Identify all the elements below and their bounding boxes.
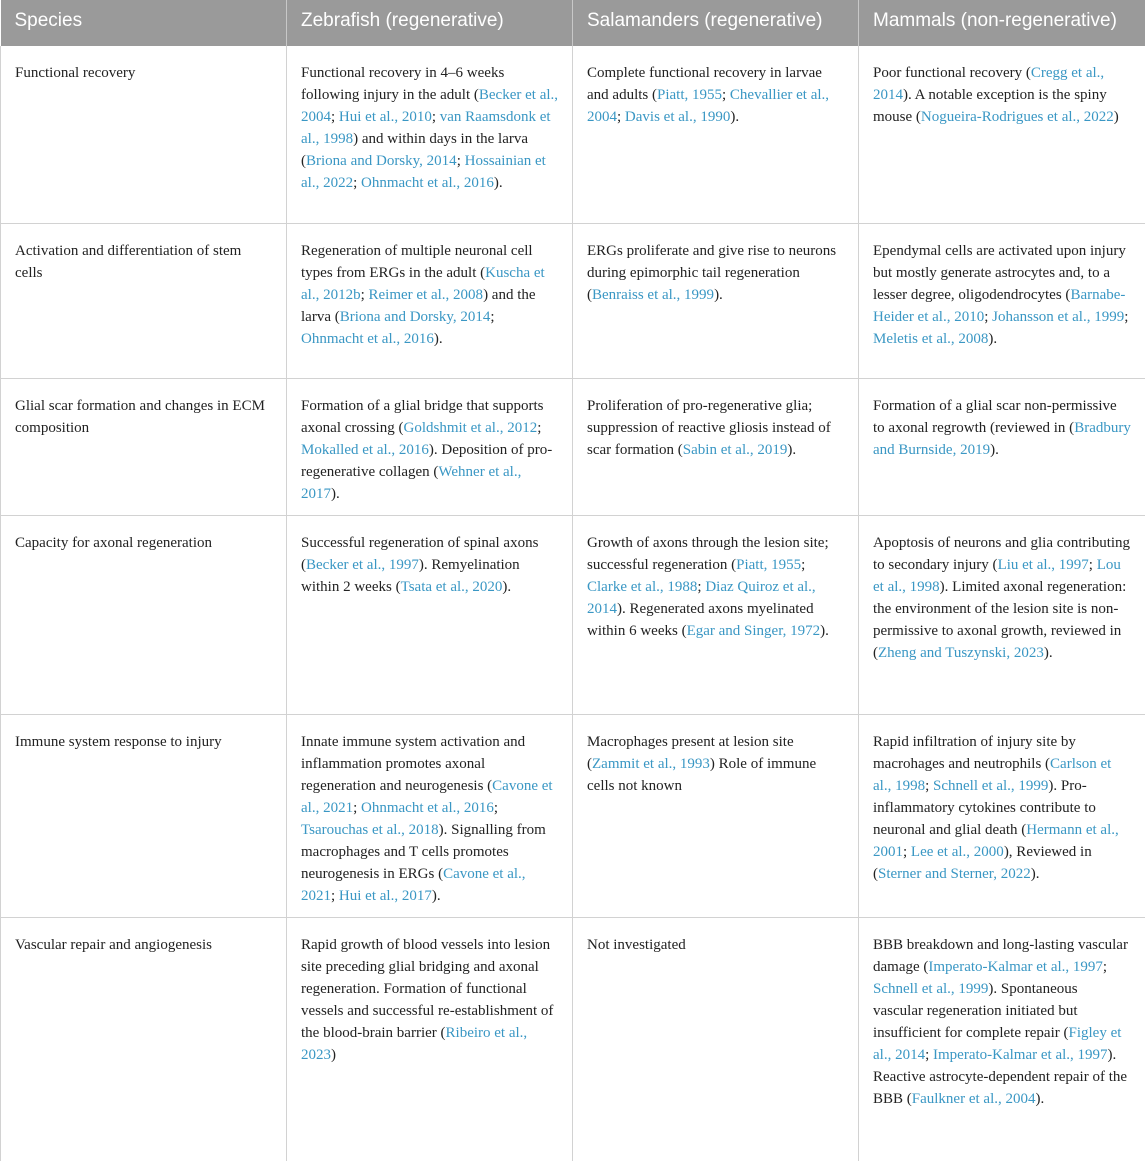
cell-text: Regeneration of multiple neuronal cell types from ERGs in the adult ( (301, 242, 533, 281)
cell-text: ). (1030, 865, 1040, 882)
citation-link[interactable]: Hossainian et al., 2022 (301, 153, 546, 191)
cell-text: ; (925, 1046, 933, 1063)
cell-text: ; (1124, 308, 1129, 325)
citation-link[interactable]: Zammit et al., 1993 (592, 755, 710, 772)
row-label: Immune system response to injury (1, 714, 287, 917)
zebrafish-cell (287, 515, 573, 714)
mammals-cell (859, 515, 1145, 714)
cell-text: ; (360, 286, 369, 303)
row-label: Glial scar formation and changes in ECM composition (1, 378, 287, 515)
citation-link[interactable]: Hermann et al., 2001 (873, 821, 1119, 860)
citation-link[interactable]: Bradbury and Burnside, 2019 (873, 419, 1131, 458)
cell-text: ; (697, 578, 706, 595)
cell-text: ; (617, 109, 625, 125)
cell-text: Rapid infiltration of injury site by macrohages and neutrophils ( (873, 733, 1076, 772)
citation-link[interactable]: Chevallier et al., 2004 (587, 87, 830, 125)
cell-text: ). (1035, 1090, 1045, 1107)
citation-link[interactable]: Kuscha et al., 2012b (301, 264, 545, 303)
table-body (1, 46, 1145, 1161)
mammals-cell (859, 714, 1145, 917)
cell-text: ) and within days in the larva ( (301, 131, 529, 169)
header-mammals: Mammals (non-regenerative) (859, 0, 1145, 46)
cell-text: ). (820, 622, 829, 639)
header-zebrafish: Zebrafish (regenerative) (287, 0, 573, 46)
cell-text: ). Limited axonal regeneration: the environment of the lesion site is non-permissive to axonal growth, reviewed in ( (873, 578, 1127, 661)
cell-text: ), Reviewed in ( (873, 843, 1092, 882)
cell-text: ; (1102, 958, 1108, 975)
cell-text: Complete functional recovery in larvae and adults ( (587, 65, 822, 103)
citation-link[interactable]: Becker et al., 1997 (306, 556, 419, 573)
cell-text: ). (787, 441, 797, 458)
cell-text: Rapid growth of blood vessels into lesion site preceding glial bridging and axonal regeneration. Formation of functional vessels and successful re-establishment of the blood-brain barrier ( (301, 936, 554, 1041)
cell-text: ; (537, 419, 542, 436)
mammals-cell (859, 46, 1145, 223)
citation-link[interactable]: van Raamsdonk et al., 1998 (301, 109, 551, 147)
citation-link[interactable]: Figley et al., 2014 (873, 1024, 1122, 1063)
citation-link[interactable]: Piatt, 1955 (736, 556, 802, 573)
citation-link[interactable]: Sterner and Sterner, 2022 (878, 865, 1031, 882)
cell-text: ). Spontaneous vascular regeneration initiated but insufficient for complete repair ( (873, 980, 1078, 1041)
zebrafish-cell (287, 917, 573, 1161)
cell-text: ; (353, 175, 361, 191)
citation-link[interactable]: Imperato-Kalmar et al., 1997 (933, 1046, 1108, 1063)
cell-text: ). (433, 330, 443, 347)
citation-link[interactable]: Sabin et al., 2019 (682, 441, 788, 458)
cell-text: ). Remyelination within 2 weeks ( (301, 556, 520, 595)
table-row (1, 917, 1145, 1161)
citation-link[interactable]: Hui et al., 2017 (338, 887, 432, 904)
citation-link[interactable]: Carlson et al., 1998 (873, 755, 1112, 794)
zebrafish-cell (287, 223, 573, 378)
cell-text: ). Reactive astrocyte-dependent repair of the BBB ( (873, 1046, 1128, 1107)
cell-text: ERGs proliferate and give rise to neurons during epimorphic tail regeneration ( (587, 242, 837, 303)
cell-text: ; (353, 799, 361, 816)
citation-link[interactable]: Lou et al., 1998 (873, 556, 1121, 595)
salamanders-cell (573, 917, 859, 1161)
cell-text: ). Deposition of pro-regenerative collagen ( (301, 441, 553, 480)
citation-link[interactable]: Briona and Dorsky, 2014 (339, 308, 491, 325)
mammals-cell (859, 223, 1145, 378)
citation-link[interactable]: Lee et al., 2000 (910, 843, 1004, 860)
citation-link[interactable]: Cavone et al., 2021 (301, 865, 526, 904)
cell-text: ). Regenerated axons myelinated within 6 weeks ( (587, 600, 814, 639)
cell-text: BBB breakdown and long-lasting vascular damage ( (873, 936, 1128, 975)
citation-link[interactable]: Tsata et al., 2020 (400, 578, 503, 595)
citation-link[interactable]: Schnell et al., 1999 (933, 777, 1049, 794)
citation-link[interactable]: Faulkner et al., 2004 (911, 1090, 1036, 1107)
citation-link[interactable]: Nogueira-Rodrigues et al., 2022 (920, 109, 1114, 125)
citation-link[interactable]: Clarke et al., 1988 (587, 578, 698, 595)
citation-link[interactable]: Piatt, 1955 (656, 87, 722, 103)
cell-text: ). (1043, 644, 1053, 661)
cell-text: ) (331, 1046, 336, 1063)
cell-text: ; (801, 556, 806, 573)
cell-text: ) (1113, 109, 1119, 125)
cell-text: ; (903, 843, 911, 860)
citation-link[interactable]: Diaz Quiroz et al., 2014 (587, 578, 816, 617)
header-species: Species (1, 0, 287, 46)
cell-text: Formation of a glial bridge that supports axonal crossing ( (301, 397, 544, 436)
citation-link[interactable]: Egar and Singer, 1972 (686, 622, 821, 639)
cell-text: ). Pro-inflammatory cytokines contribute to neuronal and glial death ( (873, 777, 1096, 838)
row-label: Capacity for axonal regeneration (1, 515, 287, 714)
row-label: Vascular repair and angiogenesis (1, 917, 287, 1161)
cell-text: Innate immune system activation and inflammation promotes axonal regeneration and neurogenesis ( (301, 733, 526, 794)
cell-text: ; (331, 887, 339, 904)
citation-link[interactable]: Reimer et al., 2008 (368, 286, 484, 303)
header-salamanders: Salamanders (regenerative) (573, 0, 859, 46)
cell-text: Growth of axons through the lesion site; successful regeneration ( (587, 534, 829, 573)
cell-text: ; (431, 109, 440, 125)
citation-link[interactable]: Imperato-Kalmar et al., 1997 (928, 958, 1103, 975)
cell-text: ; (493, 799, 499, 816)
table-header (1, 0, 1145, 46)
cell-text: ). (714, 286, 723, 303)
cell-text: Proliferation of pro-regenerative glia; suppression of reactive gliosis instead of scar formation ( (587, 397, 831, 458)
citation-link[interactable]: Johansson et al., 1999 (992, 308, 1125, 325)
cell-text: ; (984, 308, 993, 325)
citation-link[interactable]: Tsarouchas et al., 2018 (301, 821, 439, 838)
citation-link[interactable]: Briona and Dorsky, 2014 (306, 153, 457, 169)
table-row (1, 46, 1145, 223)
zebrafish-cell (287, 46, 573, 223)
salamanders-cell (573, 46, 859, 223)
mammals-cell (859, 378, 1145, 515)
table-row (1, 714, 1145, 917)
cell-text: ). (431, 887, 441, 904)
row-label: Activation and differentiation of stem cells (1, 223, 287, 378)
cell-text: ; (1088, 556, 1097, 573)
citation-link[interactable]: Liu et al., 1997 (997, 556, 1089, 573)
cell-text: ) and the larva ( (301, 286, 536, 325)
salamanders-cell (573, 223, 859, 378)
cell-text: ). (502, 578, 512, 595)
citation-link[interactable]: Benraiss et al., 1999 (592, 286, 715, 303)
citation-link[interactable]: Wehner et al., 2017 (301, 463, 522, 502)
cell-text: Formation of a glial scar non-permissive to axonal regrowth (reviewed in ( (873, 397, 1117, 436)
cell-text: ). (990, 441, 999, 458)
cell-text: ). (331, 485, 340, 502)
citation-link[interactable]: Zheng and Tuszynski, 2023 (878, 644, 1044, 661)
citation-link[interactable]: Schnell et al., 1999 (873, 980, 989, 997)
citation-link[interactable]: Ribeiro et al., 2023 (301, 1024, 528, 1063)
cell-text: ; (490, 308, 495, 325)
salamanders-cell (573, 515, 859, 714)
mammals-cell (859, 917, 1145, 1161)
cell-text: ). Signalling from macrophages and T cells promotes neurogenesis in ERGs ( (301, 821, 546, 882)
cell-text: Macrophages present at lesion site ( (587, 733, 794, 772)
cell-text: ). (730, 109, 740, 125)
citation-link[interactable]: Ohnmacht et al., 2016 (301, 330, 434, 347)
citation-link[interactable]: Ohnmacht et al., 2016 (361, 799, 494, 816)
citation-link[interactable]: Goldshmit et al., 2012 (403, 419, 538, 436)
citation-link[interactable]: Ohnmacht et al., 2016 (361, 175, 494, 191)
citation-link[interactable]: Mokalled et al., 2016 (301, 441, 429, 458)
cell-text: ) Role of immune cells not known (587, 755, 817, 794)
cell-text: Poor functional recovery ( (873, 65, 1031, 81)
cell-text: ). (493, 175, 503, 191)
citation-link[interactable]: Cavone et al., 2021 (301, 777, 553, 816)
zebrafish-cell (287, 378, 573, 515)
citation-link[interactable]: Davis et al., 1990 (624, 109, 731, 125)
salamanders-cell (573, 378, 859, 515)
table-row (1, 378, 1145, 515)
zebrafish-cell (287, 714, 573, 917)
citation-link[interactable]: Hui et al., 2010 (338, 109, 432, 125)
cell-text: ; (925, 777, 933, 794)
cell-text: Apoptosis of neurons and glia contributing to secondary injury ( (873, 534, 1131, 573)
citation-link[interactable]: Cregg et al., 2014 (873, 65, 1105, 103)
cell-text: Ependymal cells are activated upon injury but mostly generate astrocytes and, to a lesser degree, oligodendrocytes ( (873, 242, 1126, 303)
cell-text: Not investigated (587, 936, 686, 953)
citation-link[interactable]: Barnabe-Heider et al., 2010 (873, 286, 1126, 325)
cell-text: ). (988, 330, 998, 347)
citation-link[interactable]: Meletis et al., 2008 (873, 330, 989, 347)
cell-text: ; (722, 87, 730, 103)
salamanders-cell (573, 714, 859, 917)
cell-text: Functional recovery in 4–6 weeks following injury in the adult ( (301, 65, 505, 103)
table-row (1, 223, 1145, 378)
citation-link[interactable]: Becker et al., 2004 (301, 87, 559, 125)
cell-text: ). A notable exception is the spiny mouse ( (873, 87, 1107, 125)
cell-text: ; (331, 109, 339, 125)
cell-text: Successful regeneration of spinal axons ( (301, 534, 539, 573)
cell-text: ; (456, 153, 465, 169)
table-row (1, 515, 1145, 714)
row-label: Functional recovery (1, 46, 287, 223)
